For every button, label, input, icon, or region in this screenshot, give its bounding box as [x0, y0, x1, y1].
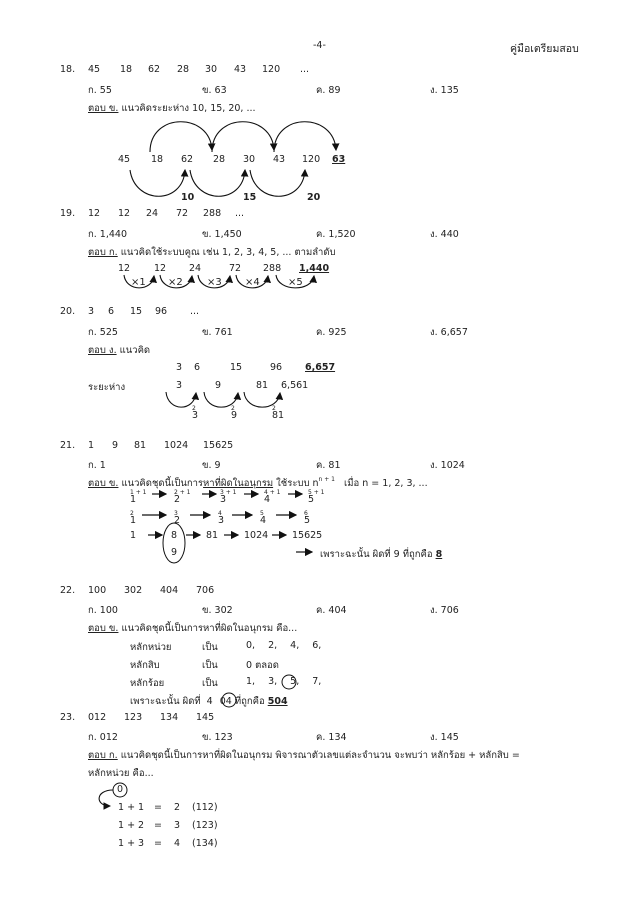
- q22-answer: [88, 621, 297, 636]
- q18-arc-bot-2: [190, 170, 245, 196]
- answer-label: ตอบ ก.: [88, 247, 118, 258]
- answer-exp: n + 1: [318, 476, 335, 483]
- book-title: คู่มือเตรียมสอบ: [510, 43, 579, 55]
- answer-text: แนวคิด: [119, 345, 151, 356]
- q21-seq-item: 15625: [203, 440, 234, 451]
- q18-arc-top-1: [150, 122, 212, 152]
- q22-seq-item: 100: [88, 585, 107, 596]
- q20-choice-b: ข. 761: [202, 327, 233, 338]
- mult: ×5: [288, 277, 303, 288]
- q22-conclusion: เพราะฉะนั้น ผิดที่ 4 04 ที่ถูกคือ 504: [130, 696, 288, 707]
- q22-choice-b: ข. 302: [202, 605, 233, 616]
- q19-seq-item: 12: [118, 208, 131, 219]
- q18-seq-item: 28: [177, 64, 190, 75]
- q19-choice-c: ค. 1,520: [316, 229, 356, 240]
- q22-seq-item: 302: [124, 585, 143, 596]
- mult: ×2: [168, 277, 183, 288]
- answer-text: แนวคิดชุดนี้เป็นการ: [121, 478, 204, 489]
- row3-val: 1024: [244, 530, 269, 541]
- q21-wrong-value: 9: [171, 547, 178, 558]
- q23-seq-item: 123: [124, 712, 143, 723]
- q21-conclusion: เพราะฉะนั้น ผิดที่ 9 ที่ถูกคือ 8: [320, 549, 443, 560]
- diag-num: 96: [270, 362, 283, 373]
- q19-seq-item: 12: [88, 208, 101, 219]
- q19-choice-d: ง. 440: [430, 229, 459, 240]
- q18-arc-bot-3: [250, 170, 305, 196]
- answer-label: ตอบ ก.: [88, 750, 118, 761]
- gap-value: 6,561: [281, 380, 309, 391]
- diag-answer: 1,440: [299, 263, 330, 274]
- diag-num: 3: [176, 362, 183, 373]
- q18-seq-item: 45: [88, 64, 101, 75]
- diag-num: 30: [243, 154, 256, 165]
- q23-choice-d: ง. 145: [430, 732, 459, 743]
- row3-val: 15625: [292, 530, 323, 541]
- q21-seq-item: 1: [88, 440, 95, 451]
- q18-answer: [88, 101, 256, 116]
- q18-seq-item: 43: [234, 64, 247, 75]
- gap-value: 10: [181, 192, 195, 203]
- diag-num: 6: [194, 362, 201, 373]
- q23-number: 23.: [60, 712, 76, 723]
- q22-seq-item: 706: [196, 585, 215, 596]
- q23-row: 1 + 1 = 2 (112): [118, 802, 218, 813]
- q23-choice-b: ข. 123: [202, 732, 233, 743]
- q21-seq-item: 9: [112, 440, 119, 451]
- q21-number: 21.: [60, 440, 76, 451]
- answer-text: แนวคิดชุดนี้เป็นการหาที่ผิดในอนุกรม คือ...: [121, 623, 298, 634]
- q21-choice-a: ก. 1: [88, 460, 106, 471]
- mult: ×3: [207, 277, 222, 288]
- q22-seq-item: 404: [160, 585, 179, 596]
- diag-num: 24: [189, 263, 202, 274]
- q23-choice-a: ก. 012: [88, 732, 118, 743]
- page-number: -4-: [313, 40, 326, 51]
- q19-seq-item: ...: [235, 208, 245, 219]
- q23-circle-value: 0: [117, 784, 124, 795]
- q23-row: 1 + 3 = 4 (134): [118, 838, 218, 849]
- q19-answer: [88, 245, 336, 260]
- q19-number: 19.: [60, 208, 76, 219]
- q18-seq-item: 30: [205, 64, 218, 75]
- q18-seq-item: 62: [148, 64, 161, 75]
- answer-text: ใช้ระบบ n: [276, 478, 319, 489]
- q22-choice-c: ค. 404: [316, 605, 347, 616]
- q20-seq-item: ...: [190, 306, 200, 317]
- correct-value: 8: [435, 549, 443, 560]
- answer-label: ตอบ ง.: [88, 345, 117, 356]
- q18-arc-bot-1: [130, 170, 185, 196]
- q20-number: 20.: [60, 306, 76, 317]
- q21-seq-item: 1024: [164, 440, 189, 451]
- wrong-value: 4: [206, 696, 213, 707]
- q18-choice-b: ข. 63: [202, 85, 227, 96]
- q18-arc-top-2: [212, 122, 274, 152]
- q18-seq-item: 18: [120, 64, 133, 75]
- diag-num: 18: [151, 154, 164, 165]
- gap-value: 3: [176, 380, 183, 391]
- q22-number: 22.: [60, 585, 76, 596]
- answer-label: ตอบ ข.: [88, 103, 119, 114]
- q19-seq-item: 72: [176, 208, 189, 219]
- answer-label: ตอบ ข.: [88, 623, 119, 634]
- gap-value: 81: [256, 380, 269, 391]
- q19-seq-item: 24: [146, 208, 159, 219]
- q18-choice-c: ค. 89: [316, 85, 341, 96]
- diag-num: 15: [230, 362, 243, 373]
- row3-val: 8: [171, 530, 178, 541]
- q19-choice-b: ข. 1,450: [202, 229, 242, 240]
- diag-num: 45: [118, 154, 131, 165]
- q21-seq-item: 81: [134, 440, 147, 451]
- q21-choice-d: ง. 1024: [430, 460, 465, 471]
- q20-seq-item: 6: [108, 306, 115, 317]
- q20-choice-a: ก. 525: [88, 327, 118, 338]
- diag-num: 62: [181, 154, 194, 165]
- answer-label: ตอบ ข.: [88, 478, 119, 489]
- row3-val: 81: [206, 530, 219, 541]
- q23-seq-item: 145: [196, 712, 215, 723]
- q21-choice-b: ข. 9: [202, 460, 221, 471]
- gap-value: 20: [307, 192, 321, 203]
- gap-value: 15: [243, 192, 257, 203]
- q20-choice-d: ง. 6,657: [430, 327, 468, 338]
- diag-num: 28: [213, 154, 226, 165]
- q23-seq-item: 134: [160, 712, 179, 723]
- q19-choice-a: ก. 1,440: [88, 229, 127, 240]
- q23-answer: [88, 748, 520, 763]
- answer-text: แนวคิดชุดนี้เป็นการหาที่ผิดในอนุกรม พิจารณาตัวเลขแต่ละจำนวน จะพบว่า หลักร้อย + หลักสิบ =: [120, 750, 520, 761]
- q23-seq-item: 012: [88, 712, 107, 723]
- q20-gap-label: ระยะห่าง: [88, 382, 126, 393]
- answer-text: แนวคิดใช้ระบบคูณ เช่น 1, 2, 3, 4, 5, ... ตามลำดับ: [120, 247, 336, 258]
- diag-num: 288: [263, 263, 282, 274]
- q18-seq-item: ...: [300, 64, 310, 75]
- q20-choice-c: ค. 925: [316, 327, 347, 338]
- q20-seq-item: 15: [130, 306, 143, 317]
- diag-num: 120: [302, 154, 321, 165]
- answer-underlined: หาที่ผิดในอนุกรม: [203, 478, 274, 489]
- diag-num: 72: [229, 263, 242, 274]
- q23-answer-line2: หลักหน่วย คือ...: [88, 768, 154, 779]
- q22-row-units: หลักหน่วย เป็น 0, 2, 4, 6,: [130, 640, 322, 653]
- q18-number: 18.: [60, 64, 76, 75]
- mult: ×1: [131, 277, 146, 288]
- diag-num: 43: [273, 154, 286, 165]
- answer-text: แนวคิดระยะห่าง 10, 15, 20, ...: [121, 103, 256, 114]
- q23-choice-c: ค. 134: [316, 732, 347, 743]
- q18-seq-item: 120: [262, 64, 281, 75]
- answer-text: เมื่อ n = 1, 2, 3, ...: [344, 478, 428, 489]
- diag-answer: 6,657: [305, 362, 336, 373]
- diag-num: 12: [154, 263, 167, 274]
- diag-answer: 63: [332, 154, 346, 165]
- q20-answer: [88, 343, 150, 358]
- q20-seq-item: 96: [155, 306, 168, 317]
- q19-seq-item: 288: [203, 208, 222, 219]
- q20-seq-item: 3: [88, 306, 95, 317]
- q18-choice-a: ก. 55: [88, 85, 112, 96]
- gap-value: 9: [215, 380, 222, 391]
- q22-row-hundreds: หลักร้อย เป็น 1, 3, 5, 7,: [130, 676, 322, 689]
- q21-choice-c: ค. 81: [316, 460, 341, 471]
- diag-num: 12: [118, 263, 131, 274]
- q18-arc-top-3: [274, 122, 336, 152]
- q22-choice-d: ง. 706: [430, 605, 459, 616]
- row3-val: 1: [130, 530, 137, 541]
- q18-choice-d: ง. 135: [430, 85, 459, 96]
- q22-row-tens: หลักสิบ เป็น 0 ตลอด: [130, 660, 279, 671]
- q23-row: 1 + 2 = 3 (123): [118, 820, 218, 831]
- q23-arc: [99, 790, 113, 806]
- q22-choice-a: ก. 100: [88, 605, 118, 616]
- correct-value: 504: [267, 696, 288, 707]
- mult: ×4: [245, 277, 260, 288]
